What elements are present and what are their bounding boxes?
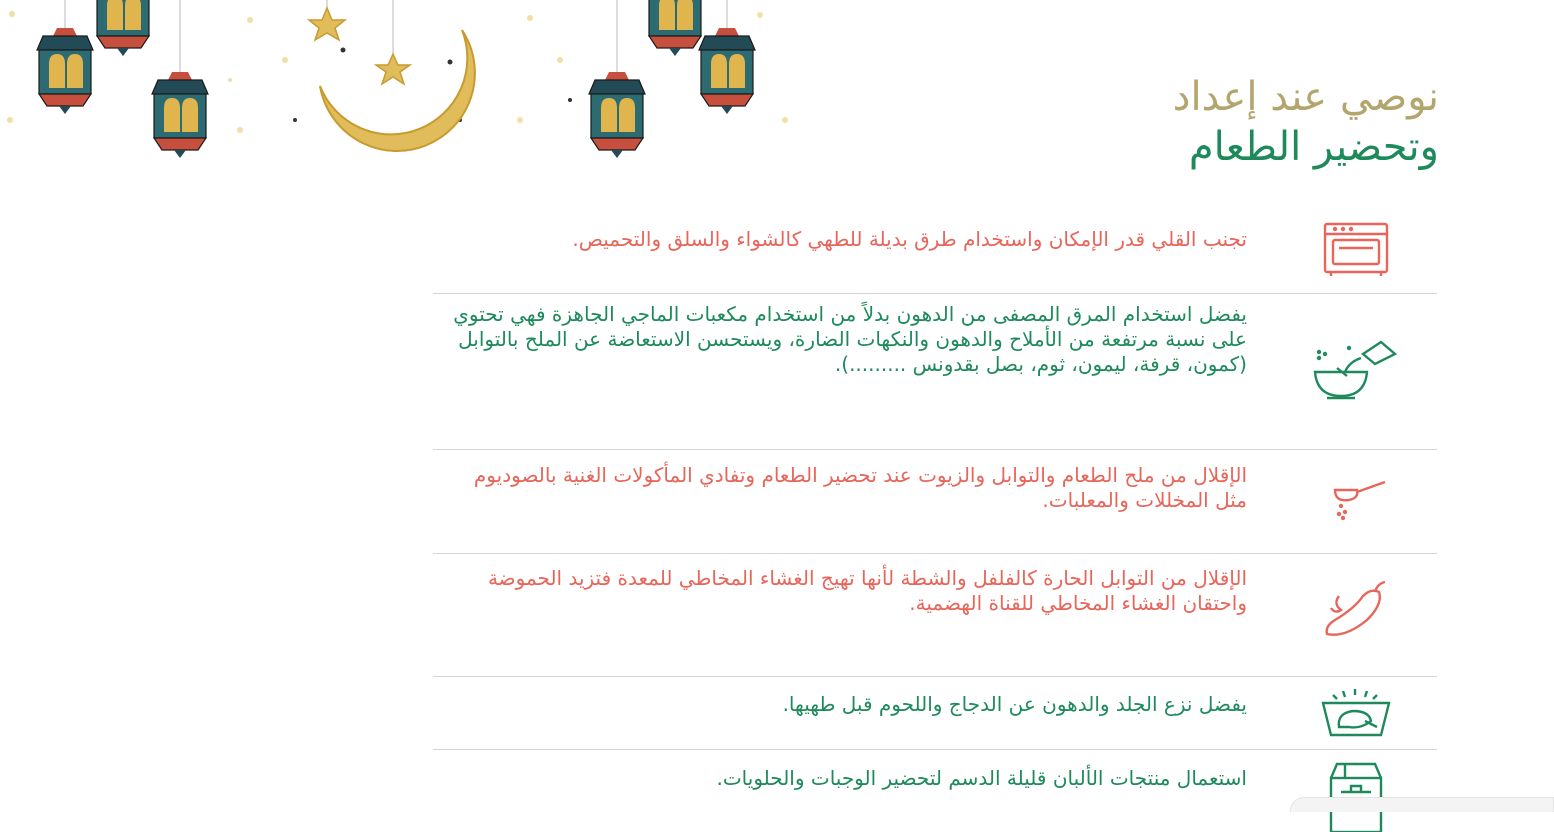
chat-widget-edge[interactable] (1290, 797, 1554, 812)
tips-list (433, 218, 1437, 820)
tip-row (433, 450, 1437, 554)
chili-pepper-icon (1305, 574, 1401, 650)
title-line-1: نوصي عند إعداد (1172, 74, 1439, 120)
milk-carton-icon (1305, 756, 1401, 832)
tip-text: الإقلال من ملح الطعام والتوابل والزيوت عند تحضير الطعام وتفادي المأكولات الغنية بالصوديوم مثل المخللات والمعلبات. (473, 463, 1247, 512)
tip-row (433, 750, 1437, 820)
ramadan-decoration (0, 0, 800, 175)
tip-row (433, 554, 1437, 677)
tip-text: تجنب القلي قدر الإمكان واستخدام طرق بديلة للطهي كالشواء والسلق والتحميص. (572, 227, 1247, 251)
oven-icon (1305, 218, 1401, 294)
tip-text: يفضل نزع الجلد والدهون عن الدجاج واللحوم قبل طهيها. (782, 692, 1247, 716)
tip-row (433, 218, 1437, 294)
mixing-bowl-icon (1305, 334, 1401, 410)
tip-text: استعمال منتجات الألبان قليلة الدسم لتحضير الوجبات والحلويات. (716, 766, 1247, 790)
chicken-tray-icon (1305, 675, 1401, 751)
tip-text: الإقلال من التوابل الحارة كالفلفل والشطة لأنها تهيج الغشاء المخاطي للمعدة فتزيد الحموضة واحتقان الغشاء المخاطي للقناة الهضمية. (487, 566, 1247, 615)
tip-row (433, 677, 1437, 750)
tip-text: يفضل استخدام المرق المصفى من الدهون بدلاً من استخدام مكعبات الماجي الجاهزة فهي تحتوي على نسبة مرتفعة من الأملاح والدهون والنكهات الضارة، ويستحسن الاستعاضة عن الملح بالتوابل (كمون، قرفة، ليمون، ثوم، بصل بقدونس .........). (453, 302, 1247, 376)
page-title (1173, 72, 1439, 172)
title-line-2: وتحضير الطعام (1188, 124, 1439, 170)
salt-spoon-icon (1305, 464, 1401, 540)
tip-row (433, 294, 1437, 450)
